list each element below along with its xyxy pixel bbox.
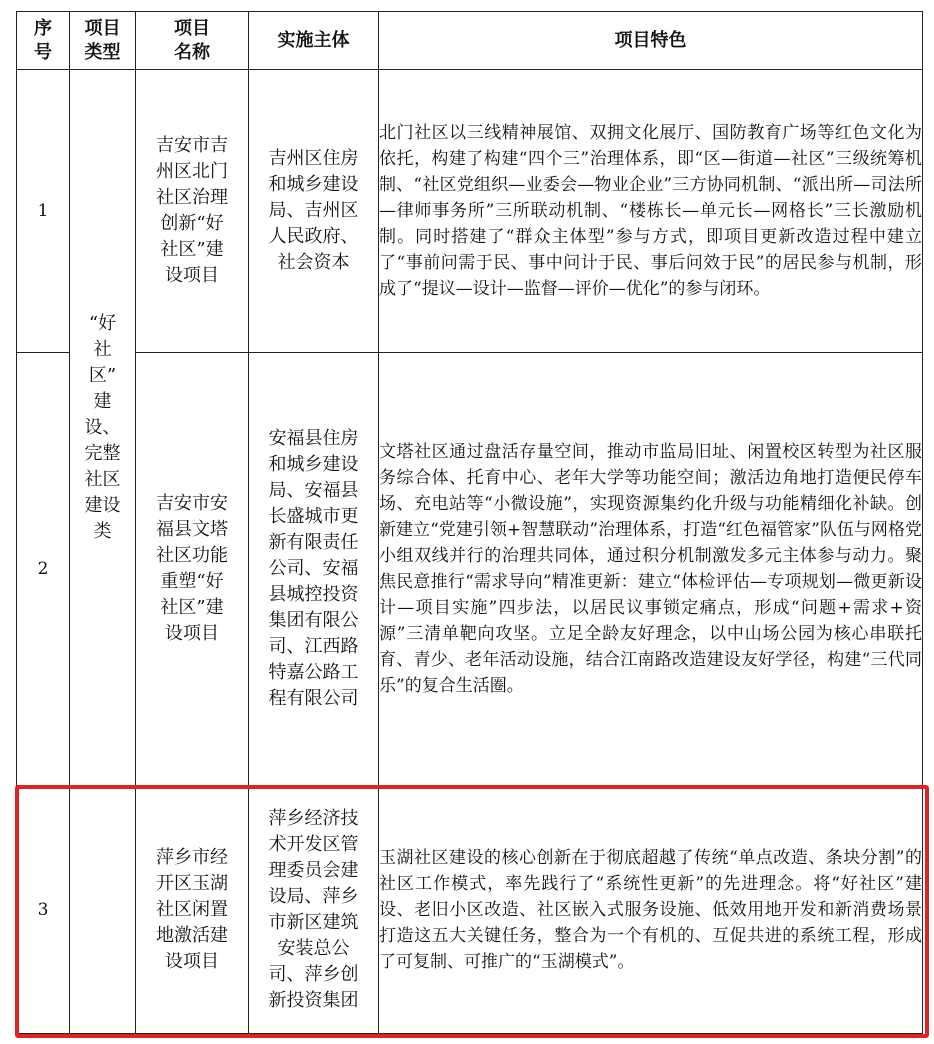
project-table [16, 11, 923, 1034]
header-type: 项目 类型 [70, 12, 136, 70]
table-row [17, 70, 923, 353]
category-cell-empty [70, 786, 136, 1034]
row-index: 2 [17, 353, 70, 786]
header-name: 项目 名称 [136, 12, 249, 70]
table-row [17, 786, 923, 1034]
implementing-entity: 安福县住房 和城乡建设 局、安福县 长盛城市更 新有限责任 公司、安福 县城控投资 集团有限公 司、江西路 特嘉公路工 程有限公司 [249, 353, 379, 786]
category-cell: “好 社 区” 建 设、 完整 社区 建设 类 [70, 70, 136, 786]
implementing-entity: 萍乡经济技 术开发区管 理委员会建 设局、萍乡 市新区建筑 安装总公 司、萍乡创 新投资集团 [249, 786, 379, 1034]
project-name: 吉安市吉 州区北门 社区治理 创新“好 社区”建 设项目 [136, 70, 249, 353]
row-index: 1 [17, 70, 70, 353]
project-name: 吉安市安 福县文塔 社区功能 重塑“好 社区”建 设项目 [136, 353, 249, 786]
header-features: 项目特色 [379, 12, 923, 70]
header-index: 序 号 [17, 12, 70, 70]
project-features: 北门社区以三线精神展馆、双拥文化展厅、国防教育广场等红色文化为依托，构建了构建“四个三”治理体系，即“区—街道—社区”三级统筹机制、“社区党组织—业委会—物业企业”三方协同机制、“派出所—司法所—律师事务所”三所联动机制、“楼栋长—单元长—网格长”三长激励机制。同时搭建了“群众主体型”参与方式，即项目更新改造过程中建立了“事前问需于民、事中问计于民、事后问效于民”的居民参与机制，形成了“提议—设计—监督—评价—优化”的参与闭环。 [379, 70, 923, 353]
header-row [17, 12, 923, 70]
row-index: 3 [17, 786, 70, 1034]
project-features: 文塔社区通过盘活存量空间，推动市监局旧址、闲置校区转型为社区服务综合体、托育中心、老年大学等功能空间；激活边角地打造便民停车场、充电站等“小微设施”，实现资源集约化升级与功能精细化补缺。创新建立“党建引领+智慧联动”治理体系，打造“红色福管家”队伍与网格党小组双线并行的治理共同体，通过积分机制激发多元主体参与动力。聚焦民意推行“需求导向”精准更新：建立“体检评估—专项规划—微更新设计—项目实施”四步法，以居民议事锁定痛点，形成“问题+需求+资源”三清单靶向攻坚。立足全龄友好理念，以中山场公园为核心串联托育、青少、老年活动设施，结合江南路改造建设友好学径，构建“三代同乐”的复合生活圈。 [379, 353, 923, 786]
project-features: 玉湖社区建设的核心创新在于彻底超越了传统“单点改造、条块分割”的社区工作模式，率先践行了“系统性更新”的先进理念。将“好社区”建设、老旧小区改造、社区嵌入式服务设施、低效用地开发和新消费场景打造这五大关键任务，整合为一个有机的、互促共进的系统工程，形成了可复制、可推广的“玉湖模式”。 [379, 786, 923, 1034]
implementing-entity: 吉州区住房 和城乡建设 局、吉州区 人民政府、 社会资本 [249, 70, 379, 353]
project-name: 萍乡市经 开区玉湖 社区闲置 地激活建 设项目 [136, 786, 249, 1034]
table-row [17, 353, 923, 786]
header-subject: 实施主体 [249, 12, 379, 70]
